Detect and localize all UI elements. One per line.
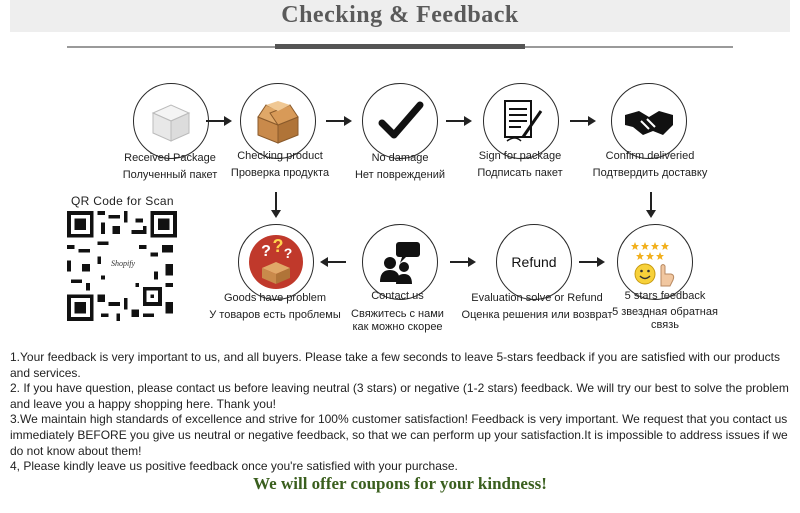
package-icon xyxy=(133,83,209,159)
step-caption xyxy=(580,148,720,182)
checkmark-icon xyxy=(362,83,438,159)
step-label-en: No damage xyxy=(371,152,429,164)
step-label-en: Received Package xyxy=(124,152,216,164)
title-divider-accent xyxy=(275,44,525,49)
step-label-ru: Свяжитесь с нами как можно скорее xyxy=(351,308,444,333)
note-paragraph: 2. If you have question, please contact us before leaving neutral (3 stars) or negative (1-2 stars) feedback. We will try our best to solve the problem and leave you a happy shopping here. Thank you! xyxy=(10,381,789,411)
coupon-message: We will offer coupons for your kindness! xyxy=(253,474,547,493)
step-label-ru: Подтвердить доставку xyxy=(592,167,708,179)
svg-text:?: ? xyxy=(283,245,293,261)
arrow-right-icon xyxy=(450,256,476,268)
step-label-ru: 5 звездная обратная связь xyxy=(612,306,718,331)
refund-icon xyxy=(496,224,572,300)
five-stars-icon xyxy=(617,224,693,300)
refund-icon-text: Refund xyxy=(511,254,557,270)
arrow-right-icon xyxy=(326,115,352,127)
step-label-en: Contact us xyxy=(371,290,424,302)
note-paragraph: 3.We maintain high standards of excellence and strive for 100% customer satisfaction! Feedback is very important. We request that you contact us immediately BEFORE you give us neutral or negative feedback, so that we can perform up your satisfaction.It is impossible to address issues if we do not know about them! xyxy=(10,412,788,458)
step-label-en: 5 stars feedback xyxy=(624,290,706,302)
question-box-icon xyxy=(238,224,314,300)
step-label-ru: Нет повреждений xyxy=(354,169,446,181)
step-label-ru: Проверка продукта xyxy=(230,167,330,179)
arrow-right-icon xyxy=(446,115,472,127)
chat-people-icon xyxy=(362,224,438,300)
step-caption xyxy=(345,290,450,334)
step-label-ru: Подписать пакет xyxy=(477,167,563,179)
step-label-ru: У товаров есть проблемы xyxy=(209,309,341,321)
step-label-en: Confirm deliveried xyxy=(605,150,695,162)
step-caption xyxy=(605,290,725,332)
step-caption xyxy=(215,148,345,182)
arrow-down-icon xyxy=(645,192,657,218)
feedback-notes xyxy=(10,350,792,475)
arrow-right-icon xyxy=(206,115,232,127)
step-label-ru: Оценка решения или возврат xyxy=(461,309,613,321)
arrow-right-icon xyxy=(579,256,605,268)
svg-text:?: ? xyxy=(261,243,271,260)
note-paragraph: 1.Your feedback is very important to us, and all buyers. Please take a few seconds to leave 5-stars feedback if you are satisfied with our products and services. xyxy=(10,350,780,380)
qr-center-logo: Shopify xyxy=(111,259,135,268)
step-label-en: Evaluation solve or Refund xyxy=(471,292,603,304)
arrow-left-icon xyxy=(320,256,346,268)
step-caption xyxy=(205,290,345,324)
svg-text:?: ? xyxy=(272,236,284,256)
step-caption xyxy=(452,290,622,324)
step-label-en: Sign for package xyxy=(478,150,562,162)
step-label-en: Goods have problem xyxy=(223,292,327,304)
step-label-ru: Полученный пакет xyxy=(122,169,218,181)
step-caption xyxy=(455,148,585,182)
page-title: Checking & Feedback xyxy=(281,2,519,28)
arrow-right-icon xyxy=(570,115,596,127)
qr-label: QR Code for Scan xyxy=(71,194,174,208)
step-caption xyxy=(335,150,465,184)
note-paragraph: 4, Please kindly leave us positive feedback once you're satisfied with your purchase. xyxy=(10,459,458,474)
step-label-en: Checking product xyxy=(237,150,323,162)
arrow-down-icon xyxy=(270,192,282,218)
